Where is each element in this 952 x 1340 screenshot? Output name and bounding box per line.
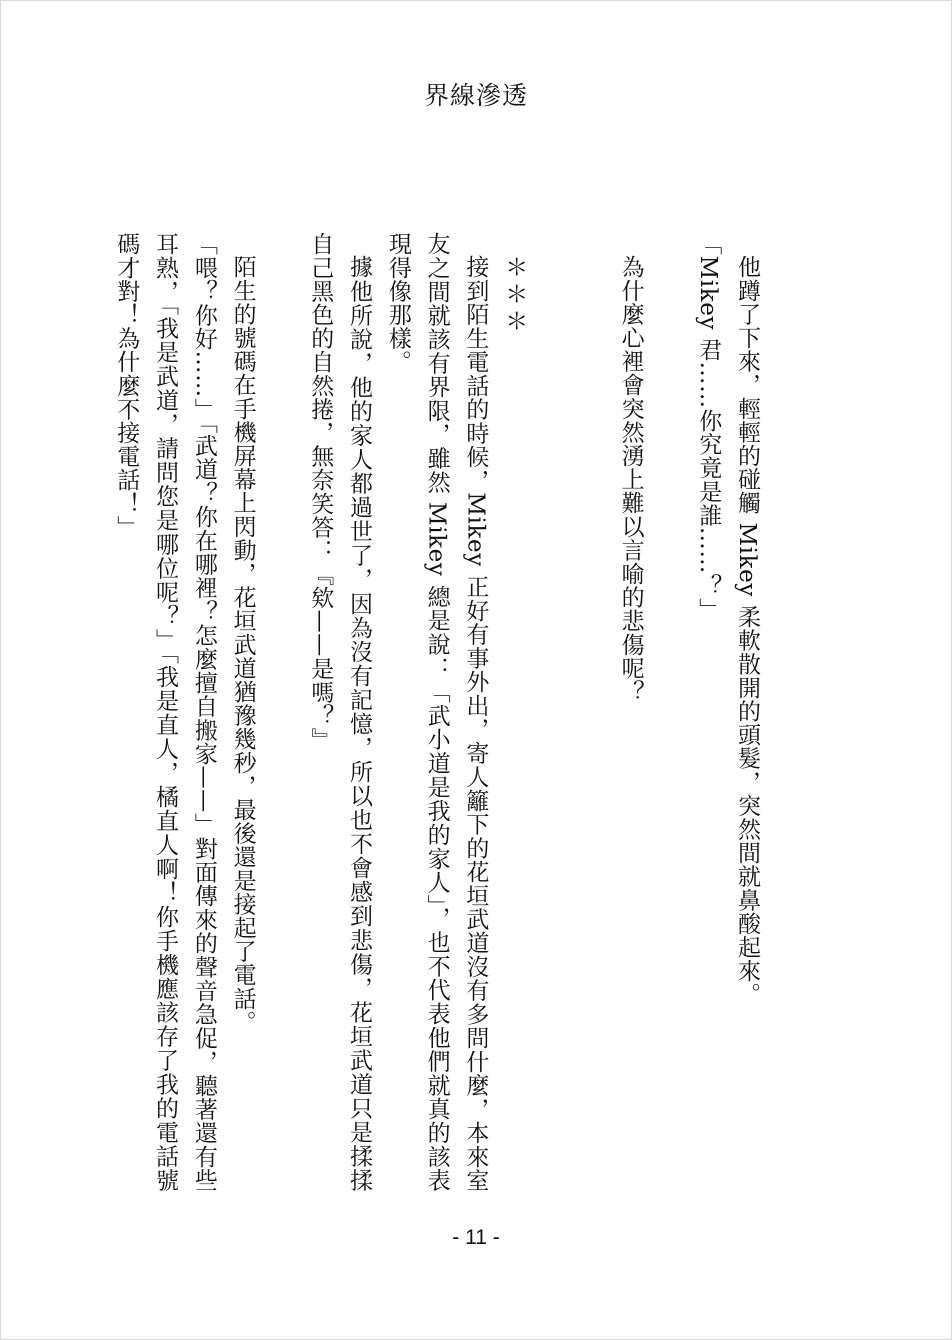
vertical-body-text <box>113 232 766 1192</box>
blank-line <box>572 232 611 1192</box>
blank-line <box>262 232 301 1192</box>
paragraph: 為什麼心裡會突然湧上難以言喻的悲傷呢？ <box>617 255 644 704</box>
scene-break: ＊＊＊ <box>501 255 528 336</box>
paragraph: 據他所說，他的家人都過世了，因為沒有記憶，所以也不會感到悲傷，花垣武道只是揉揉自己黑色的自然捲，無奈笑答：『欸——是嗎？』 <box>307 232 373 1192</box>
dialogue-line: 「Mikey 君……你究竟是誰……？」 <box>695 232 722 622</box>
dialogue-paragraph: 「喂？你好……」「武道？你在哪裡？怎麼擅自搬家——」對面傳來的聲音急促，聽著還有些耳熟，「我是武道，請問您是哪位呢？」「我是直人，橘直人啊！你手機應該存了我的電話號碼才對！為什麼不接電話！」 <box>113 232 217 1192</box>
running-title: 界線滲透 <box>423 81 528 110</box>
paragraph: 陌生的號碼在手機屏幕上閃動，花垣武道猶豫幾秒，最後還是接起了電話。 <box>229 255 256 1034</box>
page-number: - 11 - <box>452 1226 500 1249</box>
blank-line <box>533 232 572 1192</box>
paragraph: 他蹲了下來，輕輕的碰觸 Mikey 柔軟散開的頭髮，突然間就鼻酸起來。 <box>734 255 760 1007</box>
blank-line <box>650 232 689 1192</box>
paragraph: 接到陌生電話的時候，Mikey 正好有事外出，寄人籬下的花垣武道沒有多問什麼，本來室友之間就該有界限，雖然 Mikey 總是說：「武小道是我的家人」，也不代表他們就真的該表現得像那樣。 <box>384 232 489 1192</box>
